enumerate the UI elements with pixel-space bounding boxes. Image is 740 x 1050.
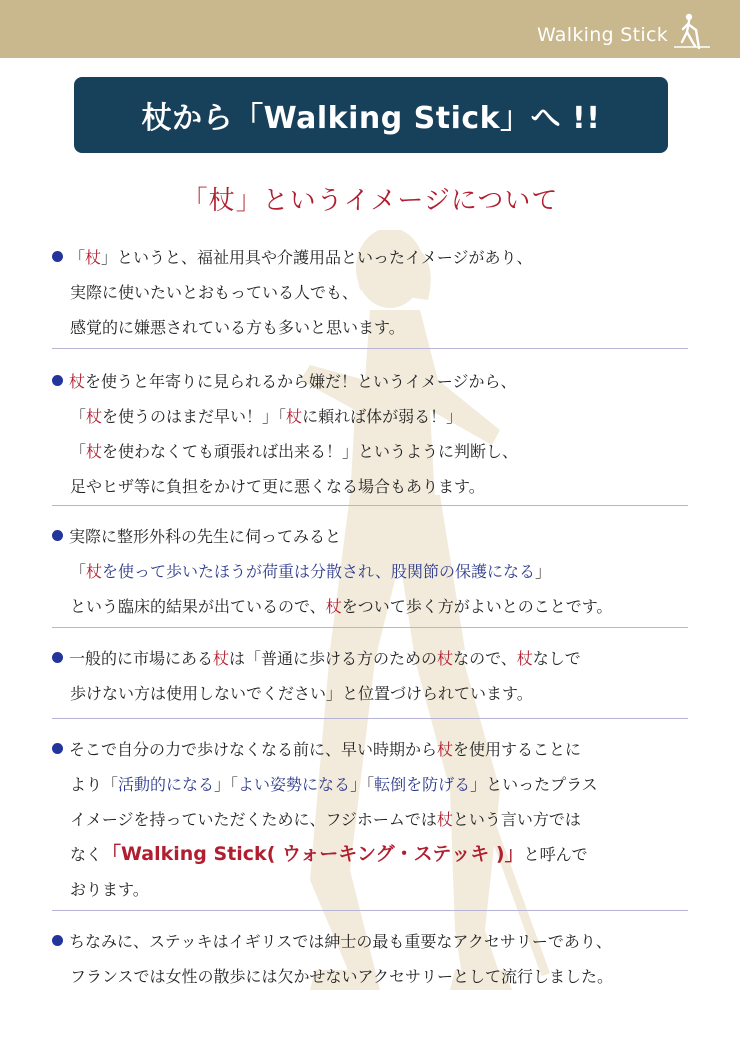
highlighted-text: を使って歩いたほうが荷重は分散され、股関節の保護になる — [102, 562, 535, 581]
paragraph-line — [52, 554, 692, 589]
text-segment: イメージを持っていただくために、フジホームでは — [70, 810, 437, 829]
highlighted-text: 杖 — [86, 562, 103, 581]
paragraph-line — [52, 310, 692, 345]
section-5 — [52, 732, 692, 907]
bullet-icon — [52, 935, 63, 946]
section-4 — [52, 641, 692, 711]
divider — [52, 910, 688, 911]
text-segment: そこで自分の力で歩けなくなる前に、早い時期から — [69, 740, 438, 759]
text-segment: フランスでは女性の散歩には欠かせないアクセサリーとして流行しました。 — [70, 967, 614, 986]
bullet-icon — [52, 652, 63, 663]
paragraph-line — [52, 469, 692, 504]
highlighted-text: 杖 — [86, 407, 103, 426]
highlighted-text: 杖 — [213, 649, 230, 668]
text-segment: ちなみに、ステッキはイギリスでは紳士の最も重要なアクセサリーであり、 — [69, 932, 612, 951]
paragraph-line — [52, 676, 692, 711]
section-3 — [52, 519, 692, 624]
text-segment: なく — [70, 845, 103, 864]
text-segment: という臨床的結果が出ているので、 — [70, 597, 326, 616]
highlighted-text: 「Walking Stick( ウォーキング・ステッキ )」 — [102, 843, 524, 865]
section-1 — [52, 240, 692, 345]
divider — [52, 718, 688, 719]
divider — [52, 348, 688, 349]
text-segment: 歩けない方は使用しないでください」と位置づけられています。 — [70, 684, 533, 703]
text-segment: 」 — [535, 562, 552, 581]
text-segment: 実際に使いたいとおもっている人でも、 — [70, 283, 359, 302]
highlighted-text: 杖 — [286, 407, 303, 426]
text-segment: 」「 — [350, 775, 375, 794]
highlighted-text: 杖 — [437, 649, 454, 668]
brand-label: Walking Stick — [536, 24, 668, 46]
text-segment: なしで — [532, 649, 581, 668]
paragraph-line — [52, 767, 692, 802]
paragraph-line — [52, 872, 692, 907]
text-segment: を使用することに — [453, 740, 582, 759]
text-segment: 「 — [70, 442, 87, 461]
highlighted-text: 杖 — [325, 597, 342, 616]
bullet-icon — [52, 743, 63, 754]
section-2 — [52, 364, 692, 504]
bullet-icon — [52, 375, 63, 386]
text-segment: は「普通に歩ける方のための — [229, 649, 438, 668]
text-segment: をついて歩く方がよいとのことです。 — [341, 597, 613, 616]
highlighted-text: 杖 — [436, 810, 453, 829]
text-segment: 「 — [70, 562, 87, 581]
text-segment: おります。 — [70, 880, 149, 899]
text-segment: より「 — [70, 775, 119, 794]
highlighted-text: 活動的になる — [118, 775, 215, 794]
text-segment: という言い方では — [452, 810, 581, 829]
section-6 — [52, 924, 692, 994]
text-segment: を使うのはまだ早い！」「 — [102, 407, 287, 426]
text-segment: 「 — [70, 407, 87, 426]
highlighted-text: よい姿勢になる — [238, 775, 351, 794]
page-title: 杖から「Walking Stick」へ !! — [74, 77, 668, 153]
text-segment: 足やヒザ等に負担をかけて更に悪くなる場合もあります。 — [70, 477, 485, 496]
text-segment: 」といったプラス — [470, 775, 598, 794]
text-segment: 一般的に市場にある — [69, 649, 214, 668]
highlighted-text: 杖 — [86, 442, 103, 461]
paragraph-line — [52, 641, 692, 676]
text-segment: 実際に整形外科の先生に伺ってみると — [69, 527, 342, 546]
paragraph-line — [52, 924, 692, 959]
text-segment: に頼れば体が弱る！」 — [302, 407, 463, 426]
divider — [52, 505, 688, 506]
highlighted-text: 杖 — [69, 372, 86, 391]
highlighted-text: 杖 — [437, 740, 454, 759]
highlighted-text: 杖 — [85, 248, 102, 267]
text-segment: と呼んで — [523, 845, 588, 864]
header-bar — [0, 0, 740, 58]
paragraph-line — [52, 959, 692, 994]
text-segment: 」「 — [214, 775, 239, 794]
text-segment: 「 — [69, 248, 86, 267]
paragraph-line — [52, 802, 692, 837]
paragraph-line — [52, 399, 692, 434]
paragraph-line — [52, 837, 692, 872]
text-segment: を使うと年寄りに見られるから嫌だ！というイメージから、 — [85, 372, 517, 391]
text-segment: を使わなくても頑張れば出来る！」というように判断し、 — [102, 442, 519, 461]
text-segment: なので、 — [453, 649, 517, 668]
walking-stick-person-icon — [672, 12, 712, 50]
text-segment: 感覚的に嫌悪されている方も多いと思います。 — [70, 318, 405, 337]
paragraph-line — [52, 240, 692, 275]
section-subtitle: 「杖」というイメージについて — [181, 186, 559, 216]
paragraph-line — [52, 275, 692, 310]
bullet-icon — [52, 251, 63, 262]
bullet-icon — [52, 530, 63, 541]
paragraph-line — [52, 434, 692, 469]
divider — [52, 627, 688, 628]
paragraph-line — [52, 519, 692, 554]
highlighted-text: 転倒を防げる — [374, 775, 471, 794]
paragraph-line — [52, 364, 692, 399]
paragraph-line — [52, 732, 692, 767]
paragraph-line — [52, 589, 692, 624]
text-segment: 」というと、福祉用具や介護用品といったイメージがあり、 — [101, 248, 533, 267]
highlighted-text: 杖 — [516, 649, 533, 668]
